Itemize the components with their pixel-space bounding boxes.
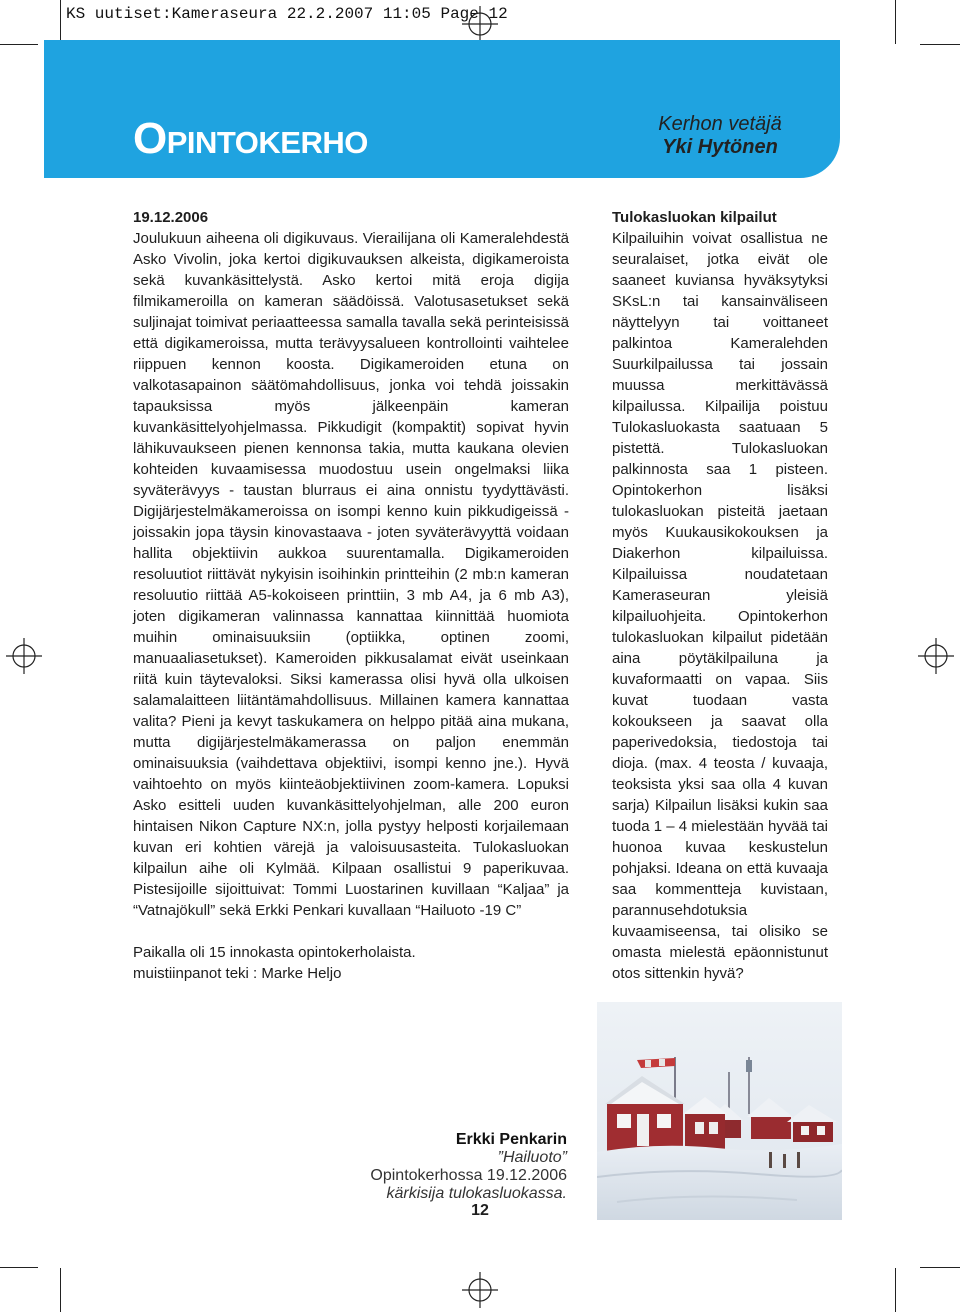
notes-credit: muistiinpanot teki : Marke Heljo bbox=[133, 965, 342, 982]
crop-mark bbox=[60, 0, 61, 44]
print-slug-line: KS uutiset:Kameraseura 22.2.2007 11:05 Page 12 bbox=[66, 5, 508, 23]
hailuoto-photo bbox=[597, 1002, 842, 1220]
leader-role: Kerhon vetäjä bbox=[658, 113, 782, 135]
crop-mark bbox=[895, 1268, 896, 1312]
article-column bbox=[133, 207, 569, 984]
registration-mark-left bbox=[6, 638, 42, 674]
sidebar-heading: Tulokasluokan kilpailut bbox=[612, 209, 777, 226]
section-title: OPINTOKERHO bbox=[133, 114, 368, 163]
crop-mark bbox=[895, 0, 896, 44]
crop-mark bbox=[920, 1267, 960, 1268]
crop-mark bbox=[0, 1267, 38, 1268]
leader-name: Yki Hytönen bbox=[662, 136, 778, 158]
article-date: 19.12.2006 bbox=[133, 209, 209, 226]
crop-mark bbox=[60, 1268, 61, 1312]
sidebar-column bbox=[612, 207, 828, 984]
registration-mark-right bbox=[918, 638, 954, 674]
caption-event: Opintokerhossa 19.12.2006 bbox=[370, 1167, 567, 1184]
caption-placement: kärkisija tulokasluokassa. bbox=[386, 1185, 567, 1202]
registration-mark-top bbox=[462, 6, 498, 42]
photo-caption bbox=[300, 1131, 567, 1203]
sidebar-body: Kilpailuihin voivat osallistua ne seuralaiset, jotka eivät ole saaneet kuviansa hyväksytyksi SKsL:n tai kansainväliseen näyttelyyn tai voittaneet palkintoa Kameralehden Suurkilpailussa tai jossain muussa merkittävässä kilpailussa. Kilpailija poistuu Tulokasluokasta saatuaan 5 pistettä. Tulokasluokan palkinnosta saa 1 pisteen. Opintokerhon lisäksi tulokasluokan pisteitä jaetaan myös Kuukausikokouksen ja Diakerhon kilpailuissa. Kilpailuissa noudatetaan Kameraseuran yleisiä kilpailuohjeita. Opintokerhon tulokasluokan kilpailut pidetään aina pöytäkilpailuna ja kuvaformaatti on vapaa. Siis kuvat tuodaan vasta kokoukseen ja saavat olla paperivedoksia, tiedostoja tai dioja. (max. 4 teosta / kuvaaja, teoksista yksi saa olla 4 kuvan sarja) Kilpailun lisäksi kukin saa tuoda 1 – 4 mielestään hyvää tai huonoa kuvaa keskustelun pohjaksi. Ideana on että kuvaaja saa kommentteja kuvistaan, parannusehdotuksia kuvaamiseensa, tai olisiko se omasta mielestä epäonnistunut otos sittenkin hyvä? bbox=[612, 230, 828, 982]
crop-mark bbox=[920, 44, 960, 45]
caption-photographer: Erkki Penkarin bbox=[455, 1131, 567, 1148]
attendance-note: Paikalla oli 15 innokasta opintokerholaista. bbox=[133, 944, 416, 961]
article-body: Joulukuun aiheena oli digikuvaus. Vierailijana oli Kameralehdestä Asko Vivolin, joka kertoi digikuvauksen alkeista, digikameroista sekä kuvankäsittelystä. Asko kertoi mitä eroja digija filmikameroilla on kameran säädöissä. Valotusasetukset sekä suljinajat toimivat periaatteessa samalla tavalla sekä perinteisissä että digikameroissa, mutta terävyysalueen kontrollointi vaihtelee riippuen kennon koosta. Digikameroiden etuna on valkotasapainon säätömahdollisuus, jonka voi tehdä joissakin tapauksissa myös jälkeenpäin kameran kuvankäsittelyohjelmassa. Pikkudigit (kompaktit) sopivat hyvin lähikuvaukseen pienen kennonsa takia, mutta kaukana olevien kohteiden kuvaamisessa muodostuu usein ongelmaksi liika syväterävyys - taustan blurraus ei aina onnistu tyydyttävästi. Digijärjestelmäkameroissa on isompi kenno kuin pikkudigeissä - joissakin jopa täysin kinovastaava - joten syväterävyyttä voidaan hallita objektiivin aukkoa suurentamalla. Digikameroiden resoluutiot riittävät nykyisin isoihinkin printteihin (2 mb:n kameran resoluutio riittää A5-kokoiseen printtiin, 3 mb A4, ja 6 mb A3), joten digikameran valinnassa kannattaa kiinnittää huomiota muihin ominaisuuksiin (optiikka, optinen zoomi, manuaaliasetukset). Kameroiden pikkusalamat eivät useinkaan riitä kuin täytevaloksi. Siksi kamerassa olisi hyvä olla ulkoisen salamalaitteen liitäntämahdollisuus. Millainen kamera kannattaa valita? Pieni ja kevyt taskukamera on helppo pitää aina mukana, mutta digijärjestelmäkamerassa on paljon enemmän ominaisuuksia (vaihdettava objektiivi, isompi kenno jne.). Hyvä vaihtoehto on myös kiinteäobjektiivinen zoom-kamera. Lopuksi Asko esitteli uuden kuvankäsittelyohjelman, alle 200 euron hintaisen Nikon Capture NX:n, jolla pystyy helposti korjailemaan kuvan eri kohtien värejä ja valoisuusasteita. Tulokasluokan kilpailun aihe oli Kylmää. Kilpaan osallistui 9 paperikuvaa. Pistesijoille sijoittuivat: Tommi Luostarinen kuvillaan “Kaljaa” ja “Vatnajökull” sekä Erkki Penkari kuvallaan “Hailuoto -19 C” bbox=[133, 230, 569, 919]
registration-mark-bottom bbox=[462, 1272, 498, 1308]
caption-photo-title: ”Hailuoto” bbox=[497, 1149, 567, 1166]
club-leader bbox=[600, 113, 840, 159]
crop-mark bbox=[0, 44, 38, 45]
page-number: 12 bbox=[471, 1202, 489, 1219]
